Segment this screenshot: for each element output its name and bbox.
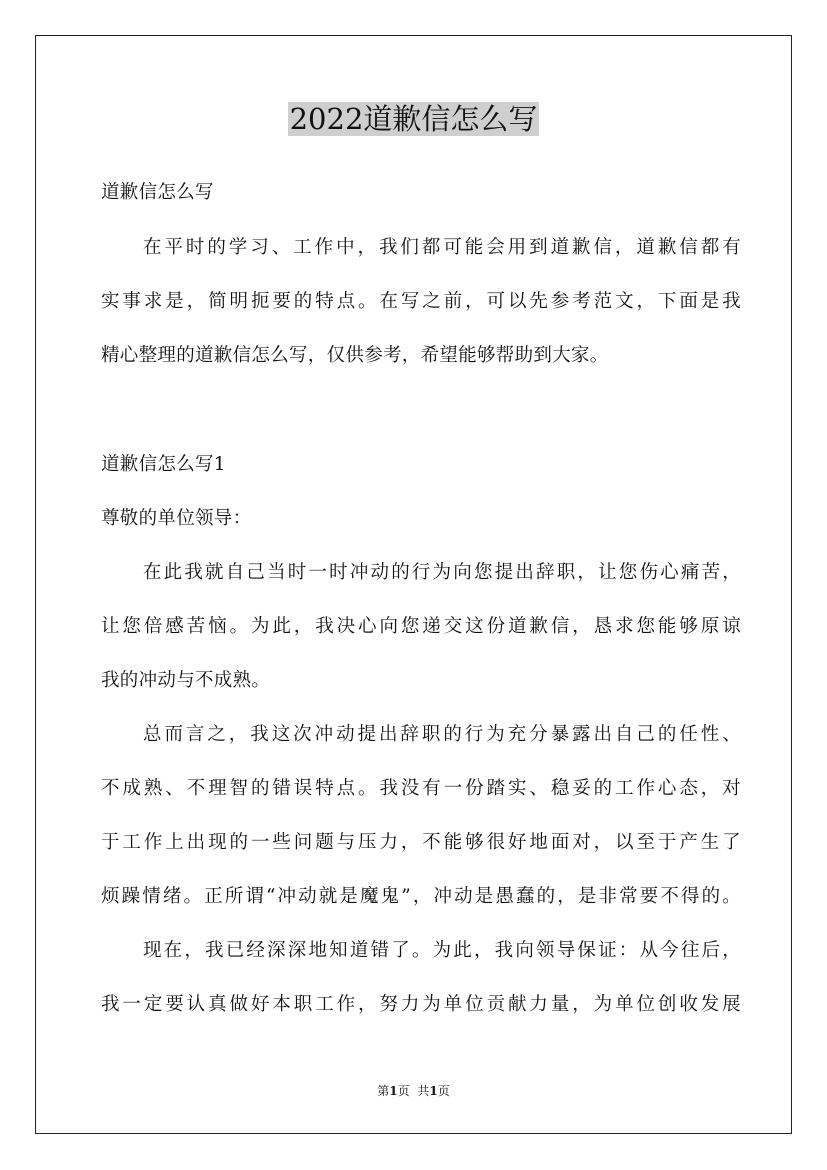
subtitle-line: 道歉信怎么写	[101, 182, 214, 203]
intro-line-1: 在平时的学习、工作中，我们都可能会用到道歉信，道歉信都有	[143, 237, 741, 258]
page-footer	[0, 1082, 827, 1100]
paragraph-2-line-1: 总而言之，我这次冲动提出辞职的行为充分暴露出自己的任性、	[143, 724, 741, 745]
footer-page-number: 1	[389, 1084, 398, 1098]
paragraph-1-line-2: 让您倍感苦恼。为此，我决心向您递交这份道歉信，恳求您能够原谅	[101, 616, 741, 637]
footer-total-number: 1	[429, 1084, 438, 1098]
document-title-text: 2022道歉信怎么写	[289, 102, 538, 136]
footer-total-prefix: 共	[417, 1084, 430, 1098]
paragraph-2-line-4: 烦躁情绪。正所谓“冲动就是魔鬼”，冲动是愚蠢的，是非常要不得的。	[101, 886, 741, 907]
paragraph-1-line-1: 在此我就自己当时一时冲动的行为向您提出辞职，让您伤心痛苦，	[143, 562, 741, 583]
paragraph-3-line-1: 现在，我已经深深地知道错了。为此，我向领导保证：从今往后，	[143, 940, 741, 961]
intro-line-3: 精心整理的道歉信怎么写，仅供参考，希望能够帮助到大家。	[101, 345, 609, 366]
intro-line-2: 实事求是，简明扼要的特点。在写之前，可以先参考范文，下面是我	[101, 291, 741, 312]
footer-page-prefix: 第	[377, 1084, 390, 1098]
footer-total-suffix: 页	[437, 1084, 450, 1098]
paragraph-3-line-2: 我一定要认真做好本职工作，努力为单位贡献力量，为单位创收发展	[101, 994, 741, 1015]
salutation: 尊敬的单位领导：	[101, 508, 252, 529]
paragraph-2-line-2: 不成熟、不理智的错误特点。我没有一份踏实、稳妥的工作心态，对	[101, 778, 741, 799]
section-heading: 道歉信怎么写1	[101, 454, 226, 475]
footer-page-suffix: 页	[397, 1084, 410, 1098]
paragraph-1-line-3: 我的冲动与不成熟。	[101, 670, 271, 691]
document-title	[0, 97, 827, 141]
paragraph-2-line-3: 于工作上出现的一些问题与压力，不能够很好地面对，以至于产生了	[101, 832, 741, 853]
